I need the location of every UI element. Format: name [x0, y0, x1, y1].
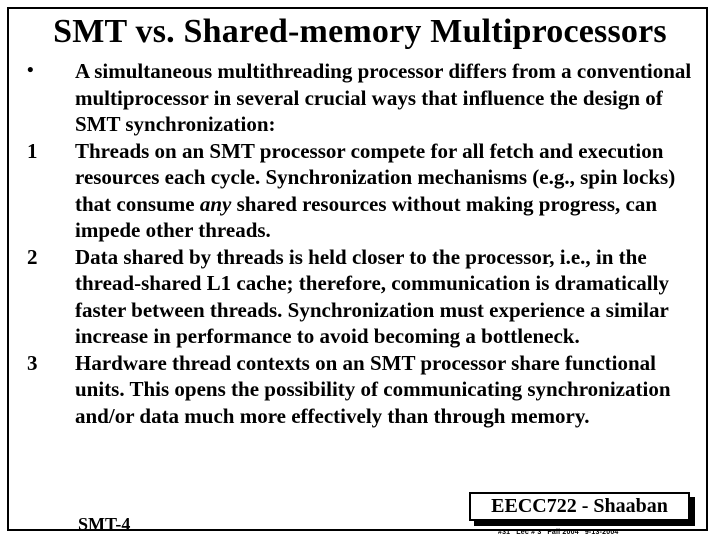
point-1-emphasis: any	[199, 191, 232, 216]
point-1-text-start: Threads on an SMT processor compete for all fetch and execution resources each cycle. Synchronization mechanisms (e.g., spin locks) that consume	[75, 138, 676, 216]
term-label: Fall 2004	[547, 529, 579, 536]
point-number: 2	[27, 244, 38, 269]
point-2-text: Data shared by threads is held closer to the processor, i.e., in the thread-shared L1 cache; therefore, communication is dramatically faster between threads. Synchronization must experience a similar increase in performance to avoid becoming a bottleneck.	[75, 244, 669, 348]
intro-bullet	[27, 58, 702, 138]
slide-body	[27, 58, 702, 429]
course-badge: EECC722 - Shaaban	[469, 492, 690, 521]
lecture-label: Lec # 3	[516, 529, 542, 536]
point-number: 3	[27, 350, 38, 375]
bullet-icon: •	[27, 60, 34, 81]
point-3-text: Hardware thread contexts on an SMT processor share functional units. This opens the possibility of communicating synchronization and/or data much more effectively than through memory.	[75, 350, 671, 428]
point-1	[27, 138, 702, 244]
slide-title: SMT vs. Shared-memory Multiprocessors	[53, 13, 667, 50]
intro-text: A simultaneous multithreading processor differs from a conventional multiprocessor in several crucial ways that influence the design of SMT synchronization:	[75, 59, 692, 136]
point-number: 1	[27, 138, 38, 163]
point-1-text-end: shared resources without making progress, can impede other threads.	[75, 191, 658, 242]
point-3	[27, 350, 702, 430]
slide-number: #31	[498, 529, 511, 536]
date-label: 9-13-2004	[584, 529, 619, 536]
slide-id: SMT-4	[78, 514, 131, 534]
point-2	[27, 244, 702, 350]
footer-meta	[498, 529, 625, 536]
